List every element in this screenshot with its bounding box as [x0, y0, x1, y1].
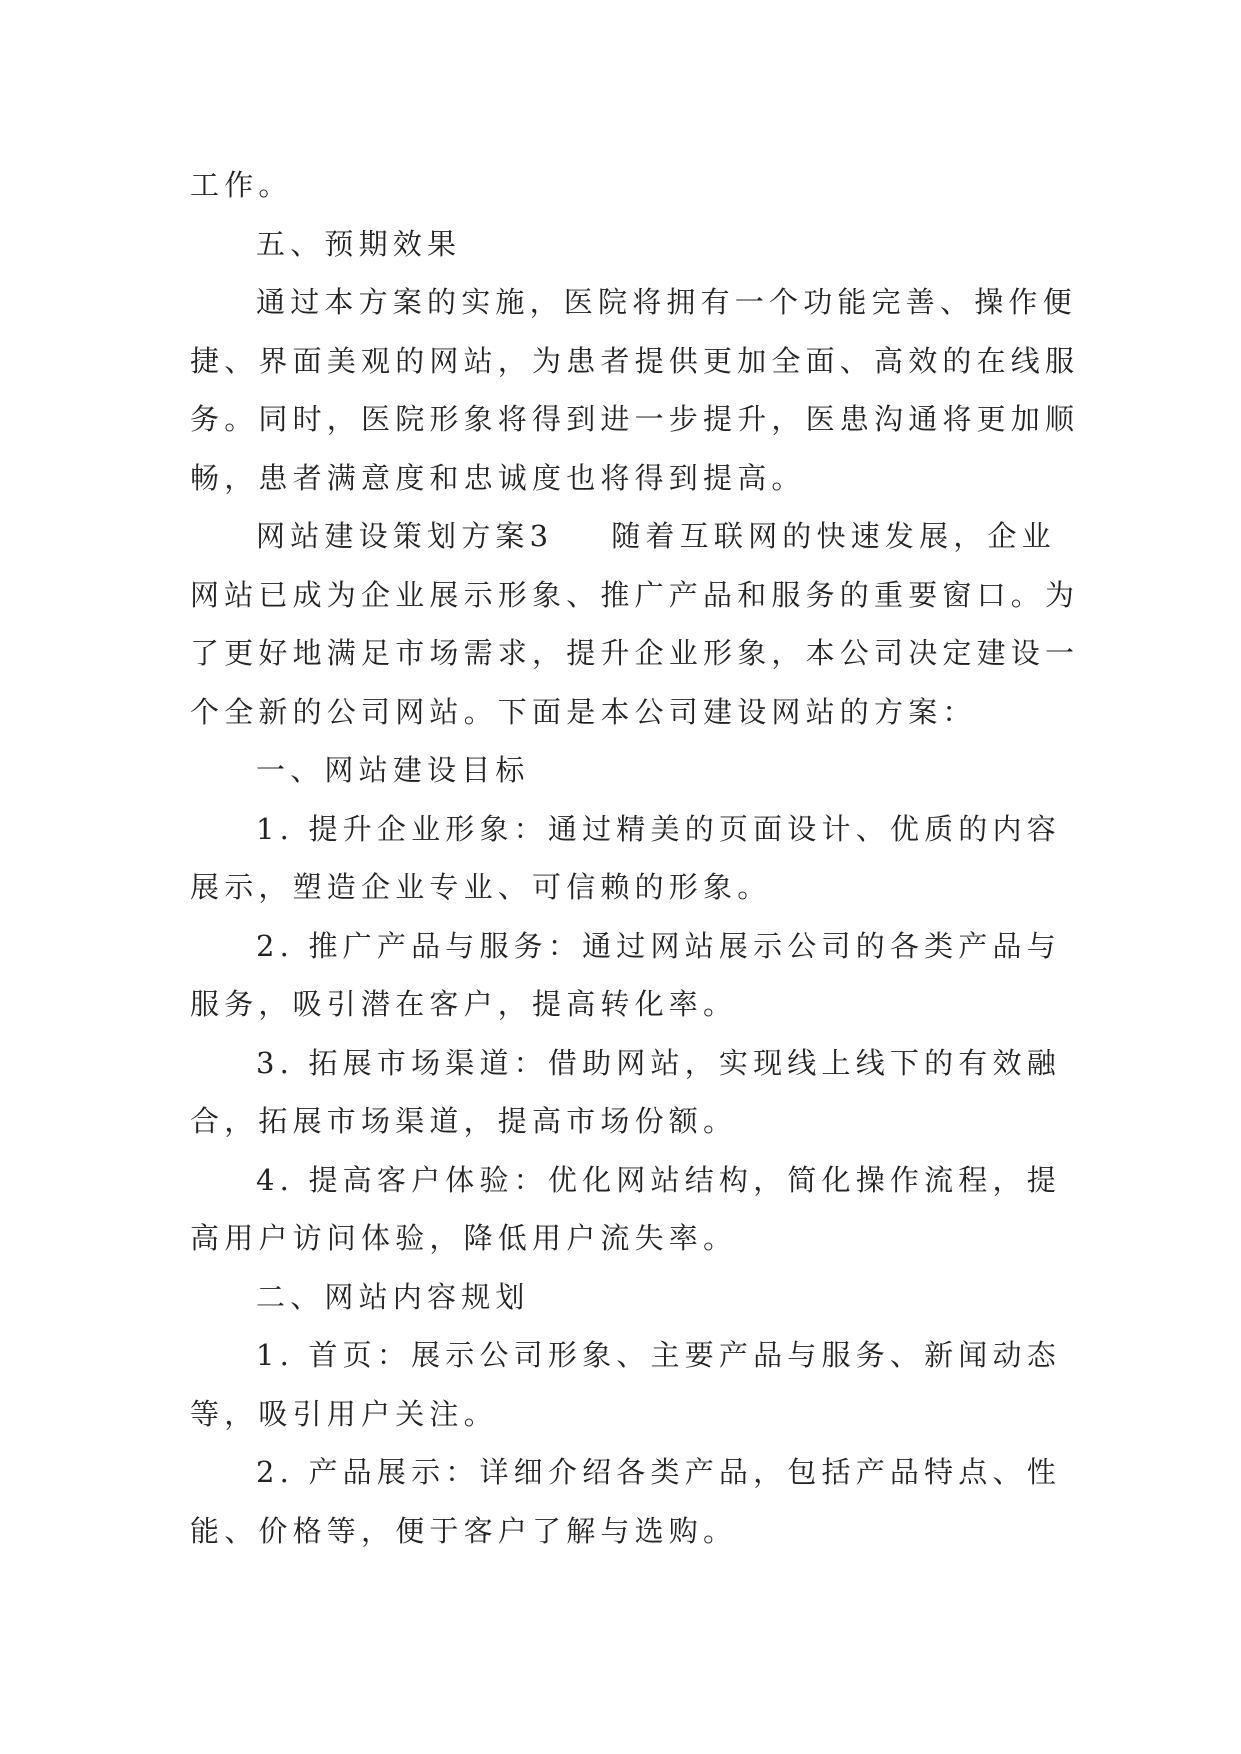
text-line: 畅，患者满意度和忠诚度也将得到提高。 [190, 460, 806, 495]
document-body [190, 156, 1080, 1560]
list-item: 1. 首页：展示公司形象、主要产品与服务、新闻动态 [256, 1338, 1061, 1372]
plan-intro: 随着互联网的快速发展，企业 [611, 519, 1056, 553]
plan-title: 网站建设策划方案3 [256, 519, 554, 553]
text-line: 个全新的公司网站。下面是本公司建设网站的方案： [190, 694, 977, 729]
section-title-plan-3 [190, 507, 1057, 566]
text-line: 工作。 [190, 168, 293, 202]
list-item: 2. 推广产品与服务：通过网站展示公司的各类产品与 [256, 928, 1061, 963]
section-heading-goals: 一、网站建设目标 [256, 753, 530, 787]
section-heading-content-plan: 二、网站内容规划 [256, 1279, 530, 1314]
list-item: 3. 拓展市场渠道：借助网站，实现线上线下的有效融 [256, 1045, 1061, 1080]
text-line: 等，吸引用户关注。 [190, 1396, 498, 1431]
text-line: 网站已成为企业展示形象、推广产品和服务的重要窗口。为 [190, 577, 1080, 612]
section-heading-expected-effect: 五、预期效果 [256, 226, 462, 261]
text-line: 高用户访问体验，降低用户流失率。 [190, 1221, 738, 1255]
text-line: 务。同时，医院形象将得到进一步提升，医患沟通将更加顺 [190, 402, 1080, 436]
text-line: 通过本方案的实施，医院将拥有一个功能完善、操作便 [256, 285, 1077, 319]
list-item: 4. 提高客户体验：优化网站结构，简化操作流程，提 [256, 1162, 1061, 1197]
text-line: 服务，吸引潜在客户，提高转化率。 [190, 987, 738, 1021]
list-item: 2. 产品展示：详细介绍各类产品，包括产品特点、性 [256, 1455, 1061, 1489]
text-line: 能、价格等，便于客户了解与选购。 [190, 1513, 738, 1548]
text-line: 捷、界面美观的网站，为患者提供更加全面、高效的在线服 [190, 343, 1080, 378]
list-item: 1. 提升企业形象：通过精美的页面设计、优质的内容 [256, 811, 1061, 846]
text-line: 合，拓展市场渠道，提高市场份额。 [190, 1104, 738, 1138]
text-line: 展示，塑造企业专业、可信赖的形象。 [190, 870, 772, 904]
text-line: 了更好地满足市场需求，提升企业形象，本公司决定建设一 [190, 636, 1080, 670]
